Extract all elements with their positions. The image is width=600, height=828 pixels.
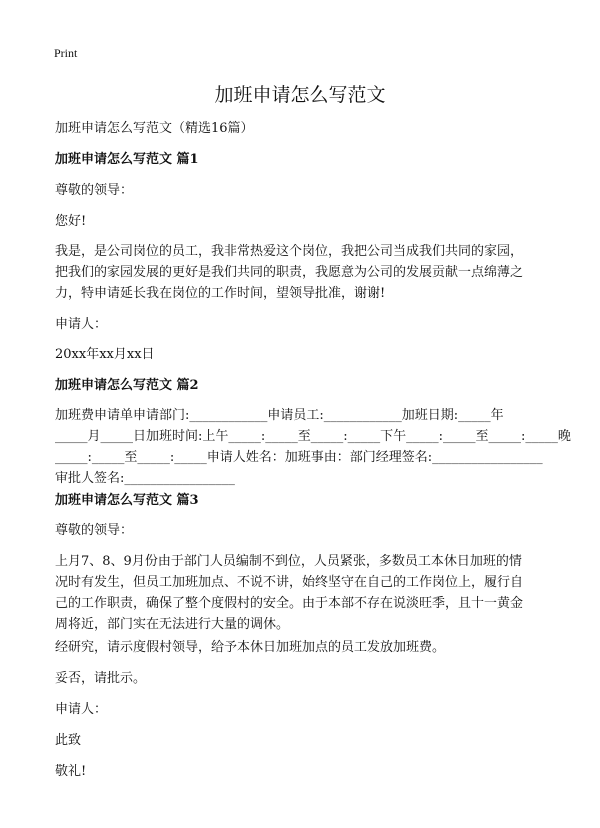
section-2-heading: 加班申请怎么写范文 篇2 — [55, 378, 199, 393]
section-3-body-line-4: 周将近，部门实在无法进行大量的调休。 — [55, 617, 290, 632]
section-3-body-line-3: 己的工作职责，确保了整个度假村的安全。由于本部不存在说淡旺季，且十一黄金 — [55, 596, 524, 611]
section-2-form-line-1: 加班费申请单申请部门:____________申请员工:____________加班日期:_____年 — [55, 408, 504, 423]
section-3-salutation: 尊敬的领导： — [55, 523, 134, 538]
section-1-body-line-3: 力，特申请延长我在岗位的工作时间，望领导批准，谢谢! — [55, 286, 386, 301]
section-3-regards-2: 敬礼! — [55, 764, 87, 779]
page-title: 加班申请怎么写范文 — [214, 84, 386, 106]
section-3-closing: 妥否，请批示。 — [55, 671, 147, 686]
section-1-applicant: 申请人： — [55, 317, 108, 332]
section-2-form-line-2: _____月_____日加班时间:上午_____:_____至_____:_____下午_____:_____至_____:_____晚 — [55, 429, 571, 444]
section-1-greeting: 您好! — [55, 214, 87, 229]
section-3-regards-1: 此致 — [55, 733, 82, 748]
section-1-body-line-1: 我是，是公司岗位的员工，我非常热爱这个岗位，我把公司当成我们共同的家园， — [55, 244, 524, 259]
section-1-date: 20xx年xx月xx日 — [55, 347, 155, 362]
section-1-body-line-2: 把我们的家园发展的更好是我们共同的职责，我愿意为公司的发展贡献一点绵薄之 — [55, 265, 524, 280]
section-2-form-line-3: _____:_____至_____:_____申请人姓名：加班事由：部门经理签名:_________________ — [55, 450, 543, 465]
section-2-form-line-4: 审批人签名:_________________ — [55, 471, 235, 486]
section-3-heading: 加班申请怎么写范文 篇3 — [55, 493, 199, 508]
section-3-applicant: 申请人： — [55, 702, 108, 717]
intro-line: 加班申请怎么写范文（精选16篇） — [55, 121, 254, 136]
section-1-heading: 加班申请怎么写范文 篇1 — [55, 152, 199, 167]
section-3-paragraph-2: 经研究，请示度假村领导，给予本休日加班加点的员工发放加班费。 — [55, 640, 446, 655]
section-3-body-line-2: 况时有发生，但员工加班加点、不说不讲，始终坚守在自己的工作岗位上，履行自 — [55, 575, 524, 590]
print-label: Print — [54, 46, 78, 60]
section-1-salutation: 尊敬的领导： — [55, 183, 134, 198]
section-3-body-line-1: 上月7、8、9月份由于部门人员编制不到位，人员紧张，多数员工本休日加班的情 — [55, 554, 522, 569]
